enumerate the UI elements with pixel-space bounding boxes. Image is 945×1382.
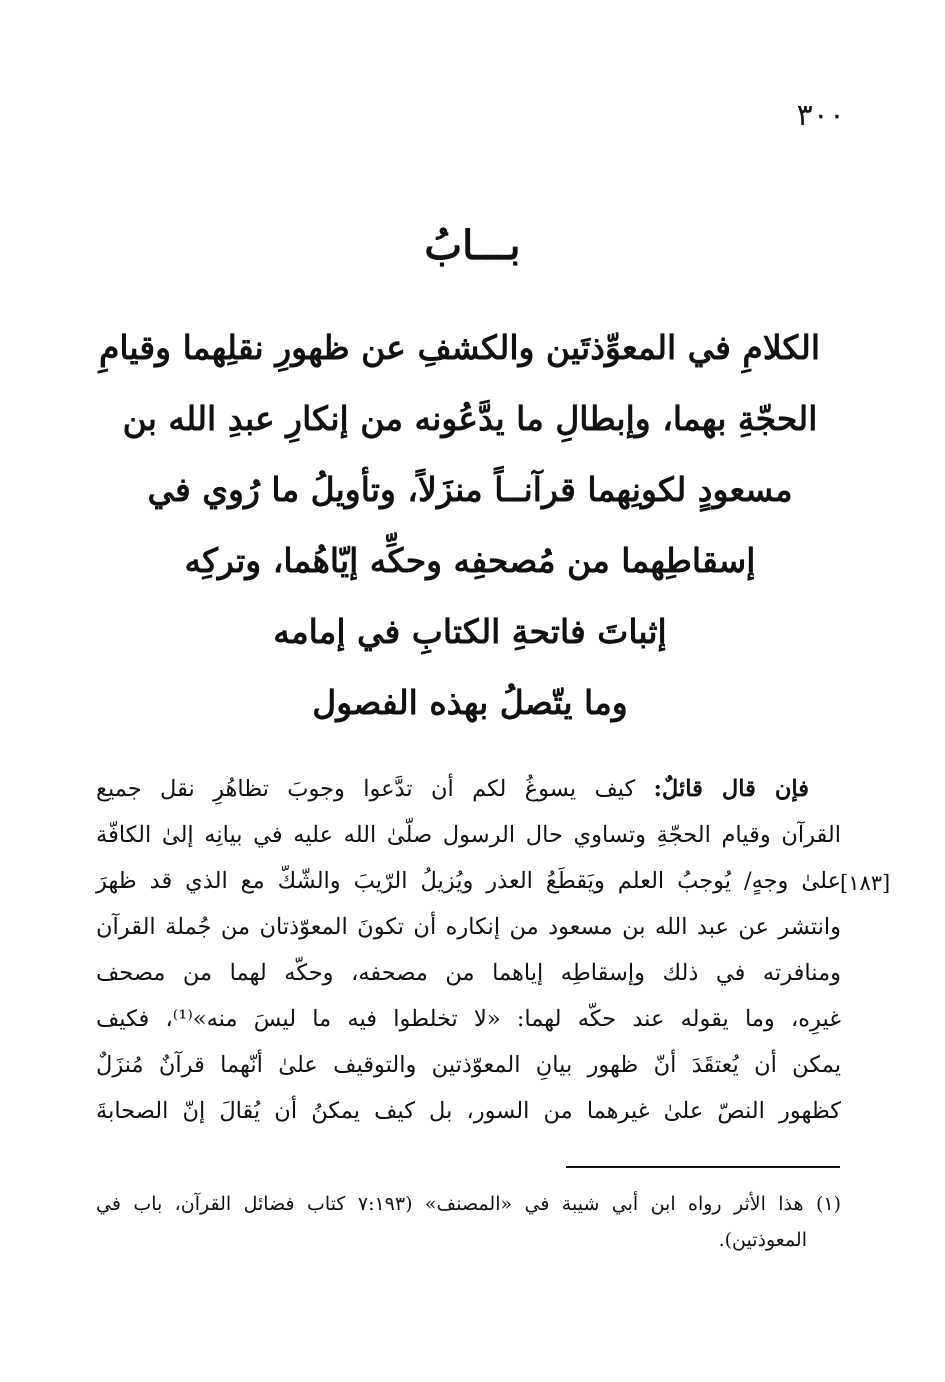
title-line: وما يتّصلُ بهذه الفصول bbox=[312, 683, 628, 722]
body-line: علىٰ وجهٍ/ يُوجبُ العلم ويَقطَعُ العذر ويُزيلُ الرّيبَ والشّكّ مع الذي قد ظهرَ bbox=[96, 868, 841, 894]
footnote-line: المعوذتين). bbox=[718, 1229, 807, 1251]
footnote bbox=[96, 1186, 841, 1258]
title-line: مسعودٍ لكونِهما قرآنــاً منزَلاً، وتأويلُ ما رُوي في bbox=[147, 470, 793, 509]
body-first-line-rest: كيف يسوغُ لكم أن تدَّعوا وجوبَ تظاهُرِ نقل جميع bbox=[96, 776, 654, 802]
body-line: وانتشر عن عبد الله بن مسعود من إنكاره أن تكونَ المعوّذتان من جُملة القرآن bbox=[96, 914, 841, 940]
chapter-label: بـــابُ bbox=[424, 222, 521, 269]
body-line: ومنافرته في ذلك وإسقاطِه إياهما من مصحفه، وحكّه لهما من مصحف bbox=[96, 960, 841, 986]
footnote-line: (١) هذا الأثر رواه ابن أبي شيبة في «المصنف» (٧:١٩٣ كتاب فضائل القرآن، باب في bbox=[96, 1193, 841, 1215]
title-line: الكلامِ في المعوِّذتَين والكشفِ عن ظهورِ نقلِهما وقيامِ bbox=[98, 328, 820, 367]
body-lead: فإن قال قائلٌ: bbox=[653, 776, 809, 802]
body-line: القرآن وقيام الحجّةِ وتساوي حال الرسول صلّىٰ الله عليه في بيانِه إلىٰ الكافّة bbox=[96, 822, 841, 848]
title-line: إثباتَ فاتحةِ الكتابِ في إمامه bbox=[273, 612, 667, 651]
margin-page-reference: [١٨٣] bbox=[840, 871, 891, 895]
chapter-title bbox=[98, 312, 820, 738]
body-line: كظهور النصّ علىٰ غيرهما من السور، بل كيف يمكنُ أن يُقالَ إنّ الصحابةَ bbox=[96, 1098, 841, 1124]
footnote-rule bbox=[566, 1166, 840, 1168]
body-text bbox=[96, 766, 841, 1134]
body-line bbox=[96, 766, 841, 812]
body-line: يمكن أن يُعتقَدَ أنّ ظهور بيانِ المعوّذتين والتوقيف علىٰ أنّهما قرآنٌ مُنزَلٌ bbox=[96, 1052, 841, 1078]
title-line: إسقاطِهما من مُصحفِه وحكِّه إيّاهُما، وتركِه bbox=[184, 541, 756, 580]
body-line: غيرِه، وما يقوله عند حكّه لهما: «لا تخلطوا فيه ما ليسَ منه»⁽¹⁾، فكيف bbox=[96, 1006, 842, 1032]
page-number: ٣٠٠ bbox=[796, 98, 845, 133]
title-line: الحجّةِ بهما، وإبطالِ ما يدَّعُونه من إنكارِ عبدِ الله بن bbox=[122, 399, 818, 438]
